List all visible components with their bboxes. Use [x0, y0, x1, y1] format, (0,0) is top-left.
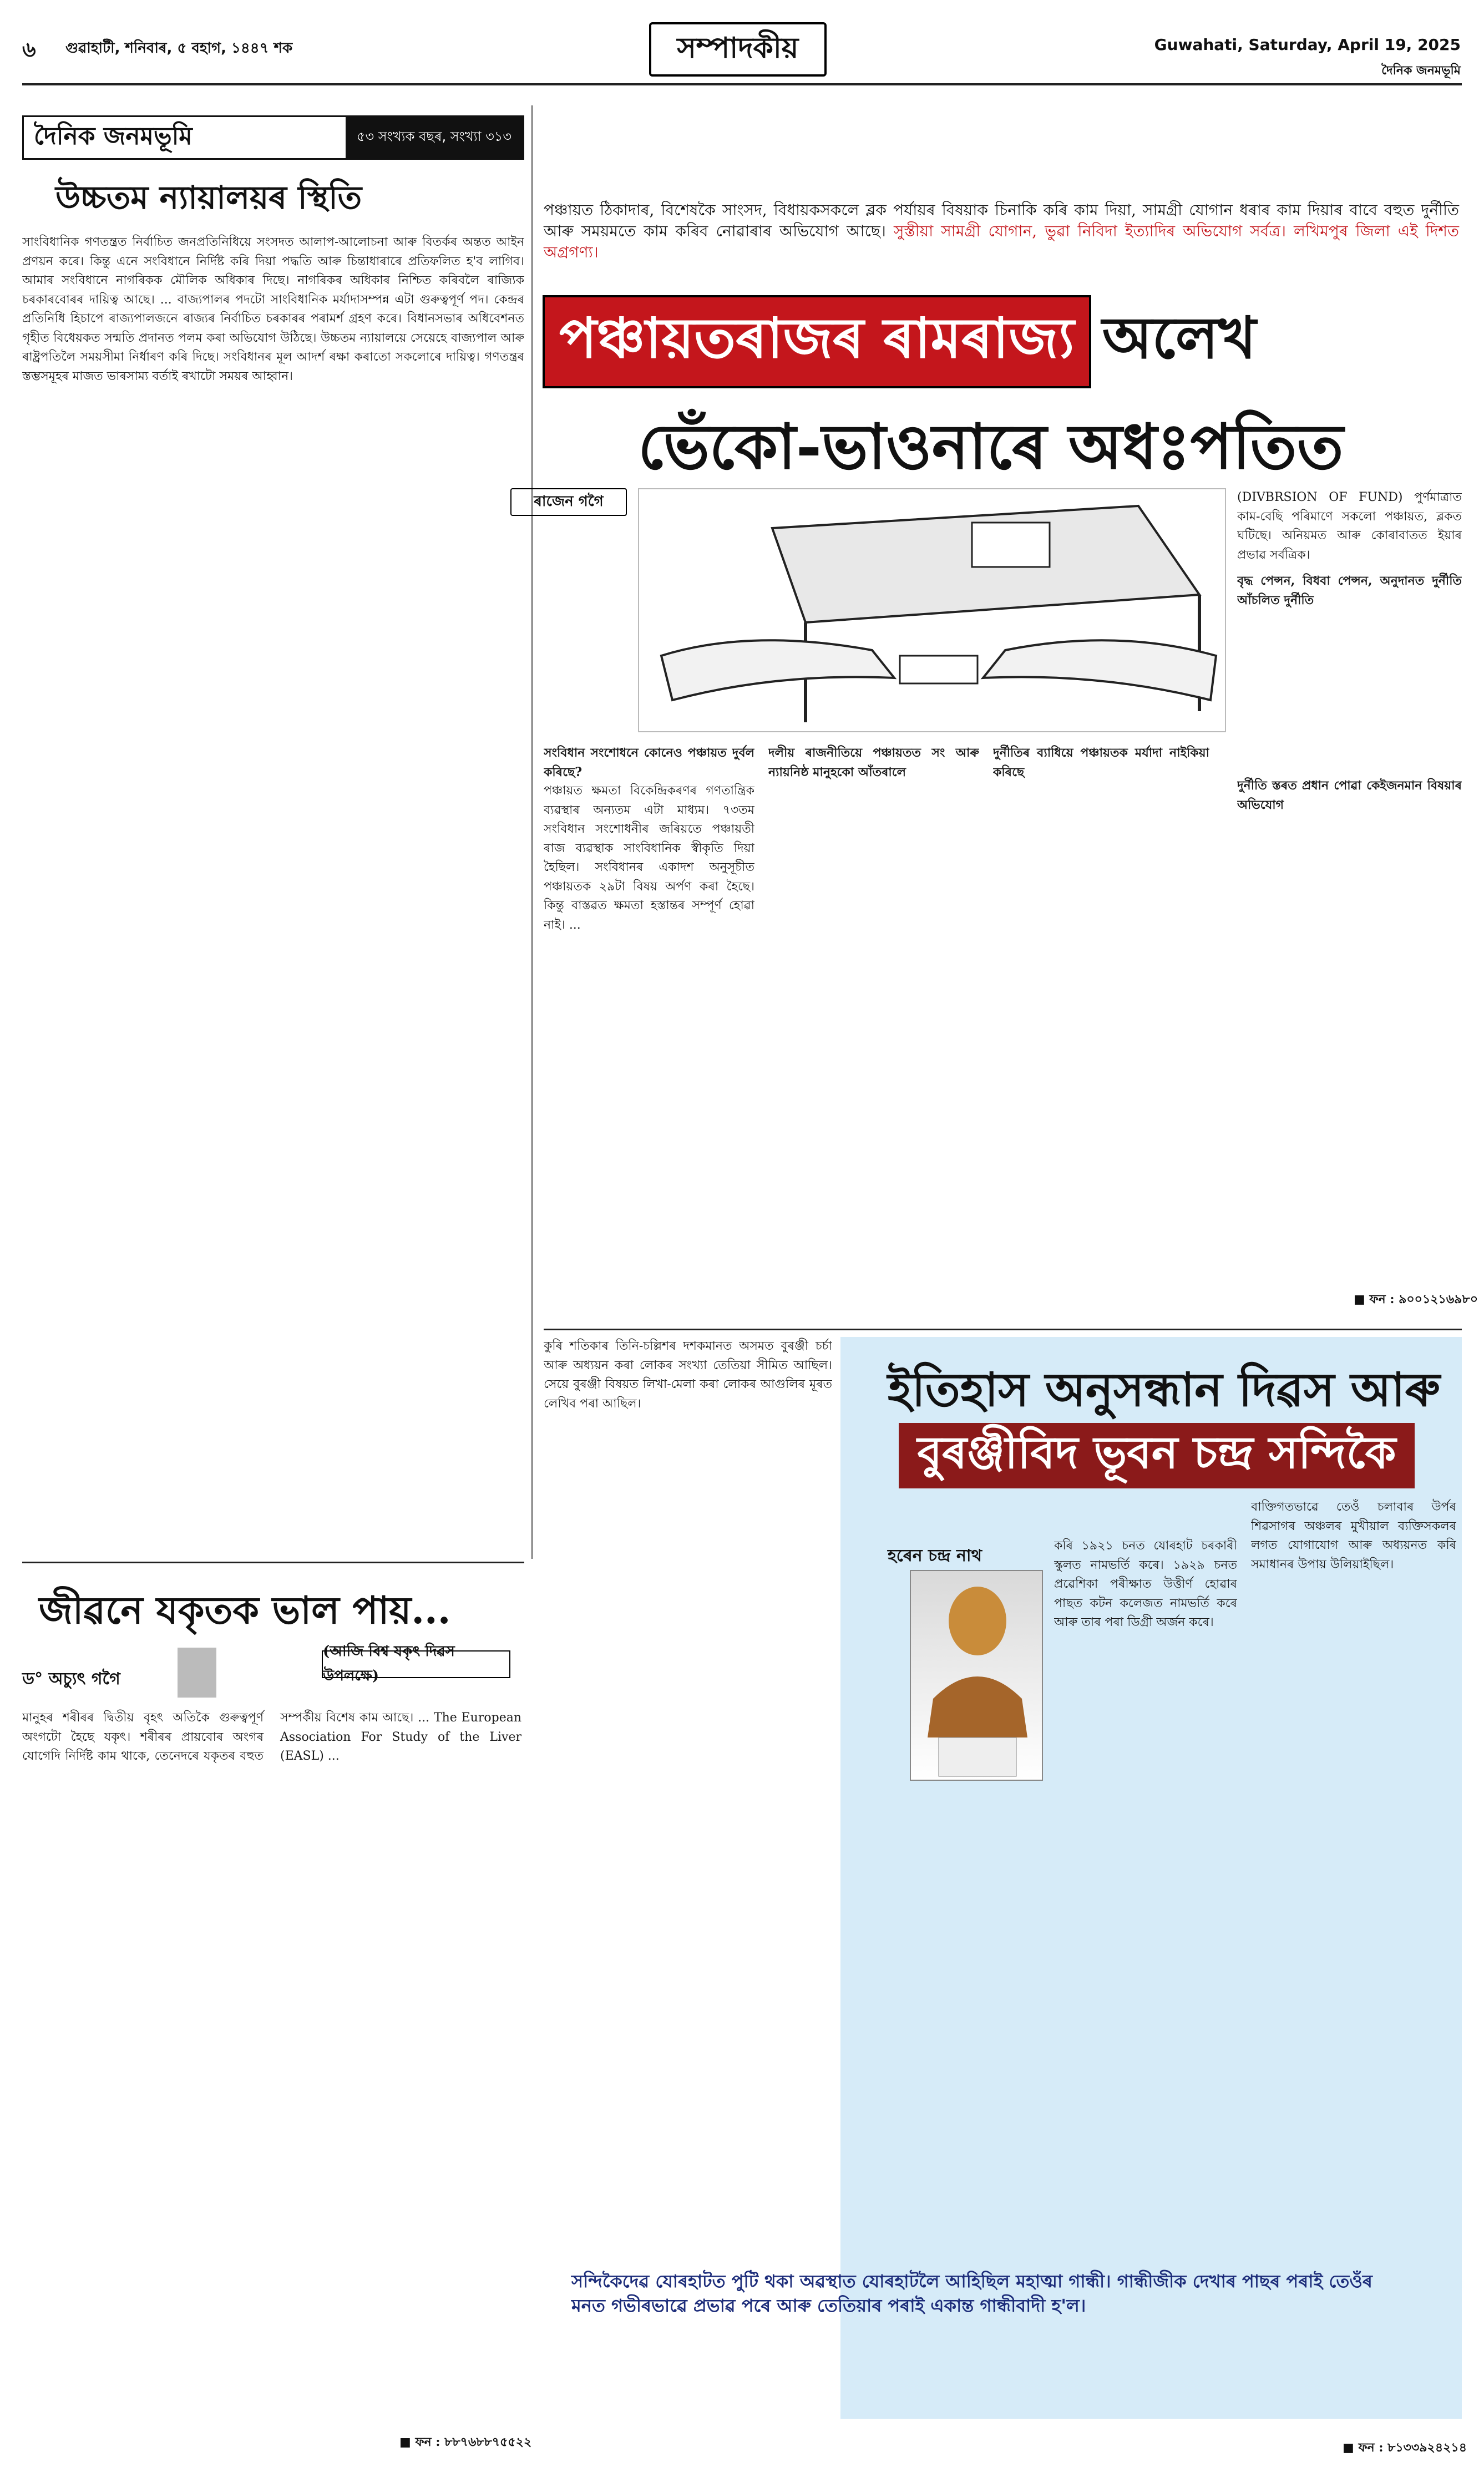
liver-phone: ■ ফন : ৮৮৭৬৮৮৭৫৫২২ — [399, 2435, 532, 2449]
lead-body-col3 — [993, 743, 1209, 1326]
brand-right: দৈনিক জনমভূমি — [1381, 63, 1461, 78]
lead-phone: ■ ফন : ৯০০১২১৬৯৮০ — [1354, 1292, 1478, 1306]
lead-subhead1: সংবিধান সংশোধনে কোনেও পঞ্চায়ত দুৰ্বল কৰিছে? — [544, 746, 754, 779]
lead-body-text: পঞ্চায়ত ক্ষমতা বিকেন্দ্ৰিকৰণৰ গণতান্ত্ৰিক ব্যৱস্থাৰ অন্যতম এটা মাধ্যম। ৭৩তম সংবিধান সংশোধনীৰ জৰিয়তে পঞ্চায়তী ৰাজ ব্যৱস্থাক সাংবিধানিক স্বীকৃতি দিয়া হৈছিল। সংবিধানৰ একাদশ অনুসূচীত পঞ্চায়তক ২৯টা বিষয় অৰ্পণ কৰা হৈছে। কিন্তু বাস্তৱত ক্ষমতা হস্তান্তৰ সম্পূৰ্ণ হোৱা নাই। ... — [544, 784, 754, 932]
liver-title: জীৱনে যকৃতক ভাল পায়... — [39, 1588, 451, 1633]
lead-right-text: (DIVBRSION OF FUND) পুৰ্ণমাত্ৰাত কাম-বেছি পৰিমাণে সকলো পঞ্চায়ত, ব্লকত ঘটিছে। অনিয়মত আৰু কোৰাবাতত ইয়াৰ প্ৰভাৱ সৰ্বত্ৰিক। — [1237, 490, 1462, 562]
lead-author: ৰাজেন গগৈ — [510, 488, 627, 516]
history-quote: সন্দিকৈদেৱ যোৰহাটত পুটি থকা অৱস্থাত যোৰহাটলৈ আহিছিল মহাত্মা গান্ধী। গান্ধীজীক দেখাৰ পাছৰ পৰাই তেওঁৰ মনত গভীৰভাৱে প্ৰভাৱ পৰে আৰু তেতিয়াৰ পৰাই একান্ত গান্ধীবাদী হ'ল। — [571, 2271, 1372, 2316]
liver-tag: (আজি বিশ্ব যকৃৎ দিৱস উপলক্ষে) — [322, 1650, 510, 1678]
masthead-meta: ৫৩ সংখ্যক বছৰ, সংখ্যা ৩১৩ — [346, 117, 523, 158]
lead-headline-line1 — [543, 295, 1364, 388]
lead-body-col2 — [768, 743, 979, 1326]
history-body-a: কুৰি শতিকাৰ তিনি-চল্লিশৰ দশকমানত অসমত বুৰঞ্জী চৰ্চা আৰু অধ্যয়ন কৰা লোকৰ সংখ্যা তেতিয়া সীমিত আছিল। সেয়ে বুৰঞ্জী বিষয়ত লিখা-মেলা কৰা লোকৰ আগুলিৰ মূৰত লেখিব পৰা আছিল। — [544, 1339, 832, 1411]
lead-body-col1 — [544, 743, 754, 1326]
editorial-end-rule — [22, 1562, 524, 1563]
lead-right-subhead2: দুৰ্নীতি স্তৰত প্ৰধান পোৱা কেইজনমান বিষয়াৰ অভিযোগ — [1237, 778, 1462, 812]
lead-headline-line2: ভেঁকো-ভাওনাৰে অধঃপতিত — [638, 411, 1344, 483]
masthead — [22, 115, 524, 160]
cartoon-illustration — [638, 488, 1226, 732]
editorial-body: সাংবিধানিক গণতন্ত্ৰত নিৰ্বাচিত জনপ্ৰতিনিধিয়ে সংসদত আলাপ-আলোচনা আৰু বিতৰ্কৰ অন্তত আইন প্ৰণয়ন কৰে। কিন্তু এনে সংবিধানে নিৰ্দিষ্ট কৰি দিয়া পদ্ধতি আৰু চিন্তাধাৰাৰে প্ৰতিফলিত হ'ব লাগিব। আমাৰ সংবিধানে নাগৰিকক মৌলিক অধিকাৰ দিছে। নাগৰিকৰ অধিকাৰ নিশ্চিত কৰিবলৈ ৰাজ্যিক চৰকাৰবোৰৰ দায়িত্ব আছে। ... বাজ্যপালৰ পদটো সাংবিধানিক মৰ্যাদাসম্পন্ন এটা গুৰুত্বপূৰ্ণ পদ। কেন্দ্ৰৰ প্ৰতিনিধি হিচাপে ৰাজ্যপালজনে ৰাজ্যৰ নিৰ্বাচিত চৰকাৰৰ পৰামৰ্শ গ্ৰহণ কৰে। বিধানসভাৰ অধিবেশনত গৃহীত বিধেয়কত সন্মতি প্ৰদানত পলম কৰা অভিযোগ উঠিছে। উচ্চতম ন্যায়ালয়ে সেয়েহে বাজ্যপাল আৰু ৰাষ্ট্ৰপতিলৈ সময়সীমা নিৰ্ধাৰণ কৰি দিছে। সংবিধানৰ মূল আদৰ্শ ৰক্ষা কৰাতো সকলোৰে দায়িত্ব। গণতন্ত্ৰৰ স্তম্ভসমূহৰ মাজত ভাৰসাম্য বৰ্তাই ৰখাটো সময়ৰ আহ্বান। — [22, 235, 524, 383]
cartoon-table-hands-icon — [639, 489, 1227, 733]
page-number: ৬ — [22, 37, 36, 62]
liver-body: মানুহৰ শৰীৰৰ দ্বিতীয় বৃহৎ অতিকৈ গুৰুত্বপূৰ্ণ অংগটো হৈছে যকৃৎ। শৰীৰৰ প্ৰায়বোৰ অংগৰ যোগেদি নিৰ্দিষ্ট কাম থাকে, তেনেদৰে যকৃতৰ বহুত সম্পৰ্কীয় বিশেষ কাম আছে। ... The European Association For Study of the Liver (EASL) ... — [22, 1711, 521, 1763]
history-headline2: বুৰঞ্জীবিদ ভূবন চন্দ্ৰ সন্দিকৈ — [899, 1423, 1415, 1488]
section-banner: সম্পাদকীয় — [649, 22, 827, 77]
history-phone: ■ ফন : ৮১৩৩৯২৪২১৪ — [1343, 2440, 1467, 2455]
history-body-b: বাক্তিগতভাৱে তেওঁ চলাবাৰ উৰ্পৰ শিৱসাগৰ অঞ্চলৰ মুখীয়াল ব্যক্তিসকলৰ লগত যোগাযোগ আৰু অধ্যয়নত কৰি সমাধানৰ উপায় উলিয়াইছিল। — [1251, 1500, 1456, 1572]
headline-red-box: পঞ্চায়তৰাজৰ ৰামৰাজ্য — [543, 295, 1091, 388]
lead-intro-text: পঞ্চায়ত ঠিকাদাৰ, বিশেষকৈ সাংসদ, বিধায়কসকলে ব্লক পৰ্যায়ৰ বিষয়াক চিনাকি কৰি কাম দিয়া, সামগ্ৰী যোগান ধৰাৰ কাম দিয়াৰ বাবে বহুত দুৰ্নীতি আৰু সময়মতে কাম কৰিব নোৱাৰাৰ অভিযোগ আছে। — [544, 201, 1459, 240]
headline-rest: অলেখ — [1102, 303, 1257, 372]
history-headline1: ইতিহাস অনুসন্ধান দিৱস আৰু — [888, 1362, 1440, 1417]
lead-subhead3: দুৰ্নীতিৰ ব্যাধিয়ে পঞ্চায়তক মৰ্যাদা নাইকিয়া কৰিছে — [993, 746, 1209, 779]
masthead-name: দৈনিক জনমভূমি — [34, 121, 193, 150]
history-body-c: কৰি ১৯২১ চনত যোৰহাট চৰকাৰী স্কুলত নামভৰ্তি কৰে। ১৯২৯ চনত প্ৰৱেশিকা পৰীক্ষাত উত্তীৰ্ণ হোৱাৰ পাছত কটন কলেজত নামভৰ্তি কৰে আৰু তাৰ পৰা ডিগ্ৰী অৰ্জন কৰে। — [1054, 1539, 1237, 1629]
editorial-title: উচ্চতম ন্যায়ালয়ৰ স্থিতি — [55, 179, 362, 216]
history-author: হৰেন চন্দ্ৰ নাথ — [888, 1546, 982, 1566]
lead-subhead2: দলীয় ৰাজনীতিয়ে পঞ্চায়তত সং আৰু ন্যায়নিষ্ঠ মানুহকো আঁতৰালে — [768, 746, 979, 779]
lead-end-rule — [544, 1329, 1462, 1330]
author-photo — [178, 1648, 216, 1698]
liver-author: ড° অচ্যুৎ গগৈ — [22, 1669, 120, 1689]
lead-right-col — [1237, 488, 1462, 1276]
date-assamese: গুৱাহাটী, শনিবাৰ, ৫ বহাগ, ১৪৪৭ শক — [65, 40, 293, 57]
column-divider — [531, 105, 533, 1559]
date-english: Guwahati, Saturday, April 19, 2025 — [1154, 36, 1461, 54]
lead-right-subhead1: বৃদ্ধ পেন্সন, বিধবা পেন্সন, অনুদানত দুৰ্নীতি আঁচলিত দুৰ্নীতি — [1237, 574, 1462, 607]
header-rule — [22, 83, 1462, 85]
lead-intro — [544, 200, 1459, 263]
bust-statue-icon — [911, 1571, 1044, 1782]
bust-photo — [910, 1570, 1043, 1781]
lead-intro-red: সুস্তীয়া সামগ্ৰী যোগান, ভুৱা নিবিদা ইত্যাদিৰ অভিযোগ সৰ্বত্ৰ। লখিমপুৰ জিলা এই দিশত অগ্ৰগণ্য। — [544, 222, 1459, 261]
